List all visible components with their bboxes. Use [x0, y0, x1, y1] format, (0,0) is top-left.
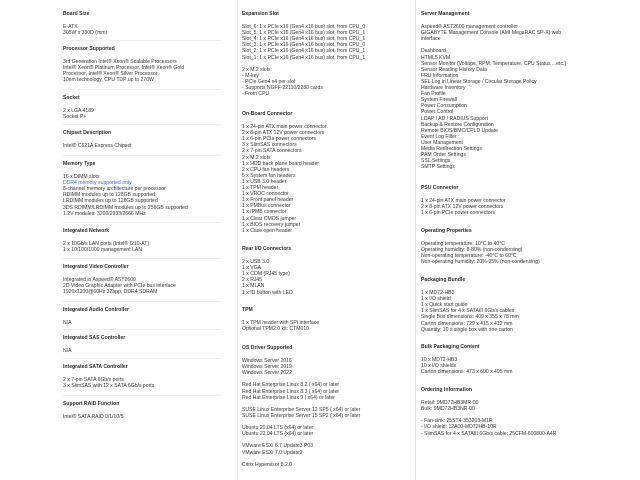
spec-line: SEL Log in Linear Storage / Circular Storage Policy — [421, 78, 537, 85]
section-title: Chipset Description — [63, 130, 112, 136]
spec-line: 1 x SlimSAS for 4 x SATAIII 6Gb/s cables — [421, 308, 515, 315]
section-title: On-Board Connector — [242, 111, 293, 117]
spec-line: 1 x Case open header — [242, 227, 293, 234]
spec-line: 305W x 330D (mm) — [63, 30, 108, 37]
spec-line: 3 x SlimSAS with 12 x SATA 6Gb/s ports — [63, 383, 155, 390]
section-title: Bulk Packaging Content — [421, 344, 480, 350]
spec-line: Slot_3: 1 x PCIe x16 (Gen4 x16 bus) slot, from CPU_0 — [242, 42, 366, 49]
section-packaging-bundle — [421, 277, 621, 333]
section-title: Memory Type — [63, 161, 96, 167]
spec-line: Aspeed® AST2600 management controller — [421, 24, 518, 31]
section-body — [63, 59, 233, 83]
spec-line: Red Hat Enterprise Linux 8.3 ( x64) or later — [242, 388, 340, 395]
spec-line: - Fan-sink: 25ST4-353203-M1R — [421, 418, 493, 425]
spec-line: 2 x RJ45 — [242, 277, 263, 284]
section-divider — [63, 258, 221, 259]
spec-line: Red Hat Enterprise Linux 9 ( x64) or later — [242, 394, 335, 401]
spec-line: 1 x 6-pin PCIe power connectors — [242, 136, 316, 143]
spec-line: 10 x I/O shields — [421, 363, 457, 370]
spec-line: 3rd Generation Intel® Xeon® Scalable Processors — [63, 59, 177, 66]
section-title: Integrated Audio Controller — [63, 307, 130, 313]
spec-line: Operating humidity: 8-80% (non-condensing) — [421, 247, 523, 254]
spec-line: Intel® Xeon® Platinum Processor, Intel® Xeon® Gold — [63, 65, 185, 72]
section-body — [63, 348, 233, 354]
section-os-driver-supported — [242, 345, 410, 468]
section-bulk-packaging-content — [421, 344, 621, 375]
section-divider — [63, 301, 221, 302]
section-body — [63, 414, 233, 420]
spec-line: interface — [421, 36, 441, 43]
spec-line: 1 x USB 3.0 header — [242, 178, 287, 185]
spec-line: Red Hat Enterprise Linux 8.2 ( x64) or later — [242, 382, 340, 389]
spec-line: Slot_5: 1 x PCIe x16 (Gen4 x16 bus) slot, from CPU_1 — [242, 30, 366, 37]
spec-line: 2D Video Graphic Adapter with PCIe bus interface — [63, 283, 176, 290]
spec-line: Intel® C621A Express Chipset — [63, 143, 132, 150]
spec-line: 1 x 10/100/1000 management LAN — [63, 247, 143, 254]
spec-line: 1.2V modules: 3200/2933/2666 MHz — [63, 210, 146, 217]
spec-line: Slot_2: 1 x PCIe x16 (Gen4 x16 bus) slot, from CPU_1 — [242, 48, 366, 55]
spec-line: Processor, Intel® Xeon® Silver Processor — [63, 71, 158, 78]
spec-line: N/A — [63, 320, 72, 327]
section-ordering-information — [421, 387, 621, 437]
spec-line: 2 x 10Gb/s LAN ports (Intel® I210-AT) — [63, 241, 150, 248]
spec-line: Ubuntu 20.04 LTS (x64) or later — [242, 425, 314, 432]
spec-line: Ubuntu 22.04 LTS (x64) or later — [242, 431, 314, 438]
spec-line: Windows Server 2022 — [242, 370, 292, 377]
section-body — [63, 377, 233, 389]
section-body — [421, 24, 621, 170]
spec-line: Sensor Monitor (Voltage, RPM, Temperature, CPU Status ...etc.) — [421, 60, 567, 67]
spec-line: Retail: 9MD72HB3MR-00 — [421, 400, 479, 407]
spec-line: 1 x MD72-HB3 — [421, 290, 455, 297]
section-title: Rear I/O Connectors — [242, 246, 292, 252]
spec-line: User Management — [421, 139, 463, 146]
spec-line: Integrated in Aspeed® AST2600 — [63, 277, 136, 284]
section-tpm — [242, 307, 410, 332]
section-divider — [63, 89, 221, 90]
spec-line: 1 x 24-pin ATX main power connector — [242, 124, 327, 131]
spec-line: Single Box dimensions: 409 x 355 x 78 mm — [421, 314, 519, 321]
spec-line: LRDIMM modules up to 128GB supported — [63, 198, 158, 205]
spec-line: Slot_1: 1 x PCIe x16 (Gen4 x16 bus) slot, from CPU_1 — [242, 54, 366, 61]
spec-line: 1 x ID button with LED — [242, 289, 293, 296]
section-title: Integrated SAS Controller — [63, 335, 126, 341]
spec-line: 5 x System fan headers — [242, 172, 296, 179]
spec-line: 1 x IPMB connector — [242, 209, 287, 216]
spec-line: DDR4 memory supported only — [63, 180, 132, 187]
spec-line: Sensor Reading History Data — [421, 66, 487, 73]
section-divider — [63, 40, 221, 41]
section-title: TPM — [242, 307, 253, 313]
spec-line: Carton dimensions: 473 x 600 x 495 mm — [421, 369, 513, 376]
spec-line: - From CPU — [242, 91, 270, 98]
spec-line: 2 x LGA 4189 — [63, 108, 94, 115]
spec-line: Windows Server 2016 — [242, 358, 292, 365]
spec-line: VMware ESXi 6.7 Update3 P03 — [242, 443, 314, 450]
spec-line: 1 x HDD back plane board header — [242, 160, 320, 167]
spec-line: Windows Server 2019 — [242, 364, 292, 371]
section-server-management — [421, 11, 621, 170]
section-body — [242, 259, 410, 296]
spec-line: Hardware Inventory — [421, 85, 466, 92]
spec-line: 1 x Front panel header — [242, 197, 294, 204]
spec-line: 1 x COM (RJ45 type) — [242, 271, 290, 278]
section-title: Socket — [63, 95, 80, 101]
section-title: PSU Connector — [421, 185, 459, 191]
spec-line: Slot_6: 1 x PCIe x16 (Gen4 x16 bus) slot, from CPU_0 — [242, 24, 366, 31]
spec-line: 2 x USB 3.0 — [242, 259, 270, 266]
spec-line: 1 x VROC connector — [242, 191, 289, 198]
section-chipset-description — [63, 130, 233, 149]
section-title: OS Driver Supported — [242, 345, 293, 351]
spec-line: VMware ESXi 7.0 Update2 — [242, 449, 303, 456]
section-on-board-connector — [242, 111, 410, 234]
section-memory-type — [63, 161, 233, 217]
section-body — [63, 143, 233, 149]
spec-line: N/A — [63, 348, 72, 355]
spec-line: 3 x SlimSAS connectors — [242, 142, 297, 149]
spec-line: Remote BIOS/BMC/CPLD Update — [421, 127, 499, 134]
spec-line: 2 x 8-pin ATX 12V power connectors — [242, 130, 325, 137]
section-title: Expansion Slot — [242, 11, 279, 17]
spec-line: - M-key — [242, 72, 259, 79]
spec-line: Dashboard — [421, 48, 446, 55]
section-expansion-slot — [242, 11, 410, 97]
spec-line: 8-channel memory architecture per processor — [63, 186, 166, 193]
section-divider — [63, 155, 221, 156]
spec-line: System Firewall — [421, 97, 457, 104]
spec-line: Intel® SATA RAID 0/1/10/5 — [63, 414, 124, 421]
spec-line: 1 x TPM header — [242, 185, 279, 192]
spec-line: - I/O shield: 12A00-MD72HB-10R — [421, 424, 497, 431]
spec-line: 1 x 24-pin ATX main power connector — [421, 198, 506, 205]
spec-line: - SlimSAS for 4 x SATAIII 6Gb/s cable: 25CFM-600800-A4R — [421, 430, 557, 437]
section-support-raid-function — [63, 401, 233, 420]
section-body — [63, 108, 233, 120]
section-body — [421, 357, 621, 375]
spec-line: 10 x MD72-HB3 — [421, 357, 458, 364]
section-body — [421, 198, 621, 216]
spec-line: 16 x DIMM slots — [63, 174, 100, 181]
spec-line: 1 x Quick start guide — [421, 302, 468, 309]
spec-line: Power Control — [421, 109, 454, 116]
section-body — [63, 24, 233, 36]
spec-line: Operating temperature: 10°C to 40°C — [421, 241, 505, 248]
section-title: Integrated Video Controller — [63, 264, 129, 270]
spec-line: SMTP Settings — [421, 164, 455, 171]
section-title: Integrated SATA Controller — [63, 364, 128, 370]
spec-line: SUSE Linux Enterprise Server 12 SP5 ( x64) or later — [242, 406, 361, 413]
column-divider-1 — [237, 0, 238, 480]
spec-line: Backup & Restore Configuration — [421, 121, 494, 128]
section-psu-connector — [421, 185, 621, 216]
spec-line: E-ATX — [63, 24, 78, 31]
spec-line: 2 x M.2 slots — [242, 154, 271, 161]
spec-line: GIGABYTE Management Console (AMI MegaRAC SP-X) web — [421, 30, 562, 37]
section-divider — [63, 329, 221, 330]
section-title: Server Management — [421, 11, 470, 17]
spec-line: 3DS RDIMM/LRDIMM modules up to 256GB supported — [63, 204, 188, 211]
spec-line: FRU Information — [421, 72, 459, 79]
section-body — [63, 241, 233, 253]
section-body — [63, 174, 233, 217]
spec-line: SSL Settings — [421, 158, 451, 165]
section-operating-properties — [421, 228, 621, 265]
spec-line: Media Redirection Settings — [421, 145, 482, 152]
spec-line: Non-operating temperature: -40°C to 60°C — [421, 253, 517, 260]
spec-line: 2 x 7-pin SATA connectors — [242, 148, 302, 155]
spec-line: Bulk: 9MD72HB3NR-00 — [421, 406, 475, 413]
section-divider — [63, 358, 221, 359]
spec-line: Event Log Filter — [421, 133, 457, 140]
spec-line: Optional TPM2.0 kit: CTM010 — [242, 326, 309, 333]
section-title: Support RAID Function — [63, 401, 120, 407]
section-body — [63, 277, 233, 295]
spec-line: - Supports NGFF-22110/2280 cards — [242, 85, 323, 92]
spec-line: Slot_4: 1 x PCIe x16 (Gen4 x16 bus) slot, from CPU_1 — [242, 36, 366, 43]
spec-line: Citrix Hypervisor 8.2.0 — [242, 461, 293, 468]
spec-line: 1 x I/O shield — [421, 296, 451, 303]
column-divider-2 — [415, 0, 416, 480]
section-integrated-sas-controller — [63, 335, 233, 354]
section-body — [63, 320, 233, 326]
spec-line: Quantity: 10 x single box with one carton — [421, 326, 513, 333]
spec-line: Non-operating humidity: 20%-95% (non-condensing) — [421, 259, 540, 266]
section-integrated-audio-controller — [63, 307, 233, 326]
spec-line: HTML5 KVM — [421, 54, 451, 61]
section-divider — [63, 124, 221, 125]
spec-line: 1 x TPM header with SPI interface — [242, 320, 320, 327]
spec-line: 1 x 6-pin PCIe power connectors — [421, 210, 495, 217]
spec-line: SUSE Linux Enterprise Server 15 SP2 ( x64) or later — [242, 412, 361, 419]
section-body — [242, 24, 410, 97]
section-integrated-video-controller — [63, 264, 233, 295]
section-title: Operating Properties — [421, 228, 472, 234]
spec-line: 1 x VGA — [242, 265, 261, 272]
section-title: Integrated Network — [63, 228, 110, 234]
spec-line: Socket P+ — [63, 114, 87, 121]
spec-line: Fan Profile — [421, 91, 446, 98]
section-integrated-network — [63, 228, 233, 253]
spec-line: 2 x M.2 slots: — [242, 66, 273, 73]
section-title: Board Size — [63, 11, 90, 17]
section-body — [242, 320, 410, 332]
section-divider — [63, 222, 221, 223]
section-integrated-sata-controller — [63, 364, 233, 389]
section-rear-i-o-connectors — [242, 246, 410, 296]
section-body — [421, 400, 621, 437]
section-body — [242, 124, 410, 234]
spec-line: - PCIe Gen4 x4 per slot — [242, 78, 296, 85]
section-board-size — [63, 11, 233, 36]
spec-line: 10nm technology, CPU TDP up to 270W — [63, 77, 154, 84]
spec-line: LDAP / AD / RADIUS Support — [421, 115, 489, 122]
spec-line: 2 x 8-pin ATX 12V power connectors — [421, 204, 504, 211]
section-divider — [63, 395, 221, 396]
spec-line: 1 x MLAN — [242, 283, 265, 290]
spec-line: 1 x PMBus connector — [242, 203, 291, 210]
section-title: Ordering Information — [421, 387, 472, 393]
spec-line: 1 x BIOS recovery jumper — [242, 221, 301, 228]
spec-line: RDIMM modules up to 128GB supported — [63, 192, 156, 199]
section-body — [421, 241, 621, 265]
section-body — [421, 290, 621, 333]
spec-line: 2 x 7-pin SATA 6Gb/s ports — [63, 377, 124, 384]
section-title: Packaging Bundle — [421, 277, 466, 283]
spec-line: Power Consumption — [421, 103, 467, 110]
section-socket — [63, 95, 233, 120]
section-body — [242, 358, 410, 468]
spec-line: Carton dimensions: 729 x 415 x 412 mm — [421, 320, 513, 327]
section-title: Processor Supported — [63, 46, 115, 52]
spec-line: PAM Order Settings — [421, 152, 466, 159]
spec-line: 1 x Clear CMOS jumper — [242, 215, 297, 222]
section-processor-supported — [63, 46, 233, 83]
spec-line: 2 x CPU fan headers — [242, 166, 290, 173]
spec-line: 1920x1200@60Hz 32bpp, DDR4 SDRAM — [63, 289, 158, 296]
